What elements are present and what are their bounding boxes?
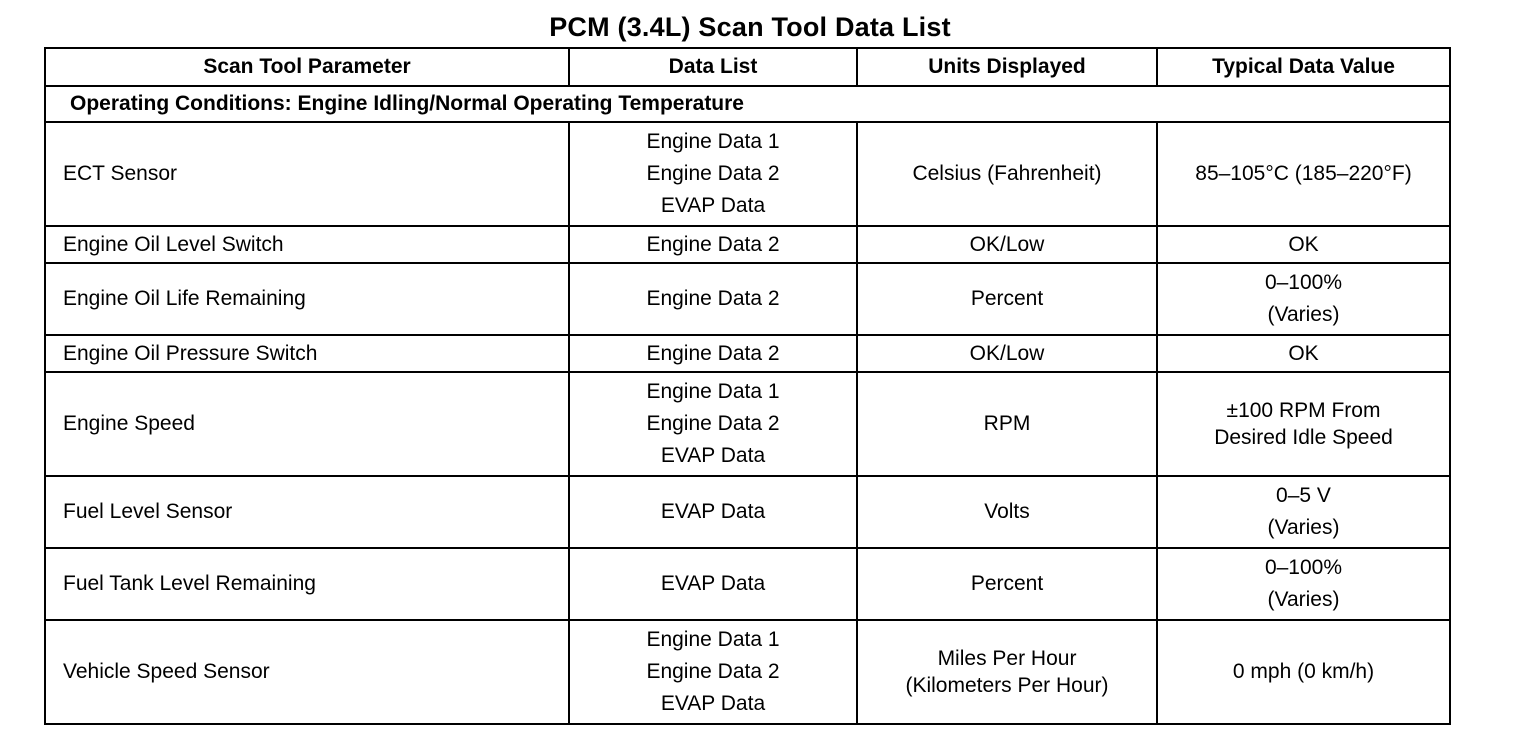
typical-value-cell: [1157, 476, 1450, 548]
typical-value-cell: [1157, 263, 1450, 335]
parameter-cell: Engine Oil Life Remaining: [45, 263, 569, 335]
table-row: [45, 263, 1450, 335]
units-line: (Kilometers Per Hour): [905, 674, 1109, 697]
parameter-cell: Engine Speed: [45, 372, 569, 476]
units-cell: [857, 620, 1157, 724]
table-row: [45, 476, 1450, 548]
units-cell: Percent: [857, 263, 1157, 335]
table-row: [45, 548, 1450, 620]
data-list-line: Engine Data 2: [646, 660, 780, 683]
units-cell: Percent: [857, 548, 1157, 620]
parameter-cell: Fuel Tank Level Remaining: [45, 548, 569, 620]
units-cell: OK/Low: [857, 335, 1157, 372]
typical-value-cell: [1157, 372, 1450, 476]
header-typical-data-value: Typical Data Value: [1157, 48, 1450, 86]
document-title: PCM (3.4L) Scan Tool Data List: [549, 12, 951, 42]
data-list-cell: [569, 620, 857, 724]
parameter-cell: Engine Oil Pressure Switch: [45, 335, 569, 372]
scan-tool-data-table: [44, 47, 1451, 725]
units-cell: Volts: [857, 476, 1157, 548]
operating-conditions: Operating Conditions: Engine Idling/Normal Operating Temperature: [45, 86, 1450, 122]
data-list-line: EVAP Data: [660, 194, 766, 217]
table-row: [45, 372, 1450, 476]
table-header-row: [45, 48, 1450, 86]
typical-value-cell: 0 mph (0 km/h): [1157, 620, 1450, 724]
typical-value-line: (Varies): [1267, 516, 1340, 539]
data-list-cell: EVAP Data: [569, 548, 857, 620]
typical-value-line: ±100 RPM From: [1226, 399, 1381, 422]
typical-value-line: (Varies): [1267, 303, 1340, 326]
typical-value-cell: 85–105°C (185–220°F): [1157, 122, 1450, 226]
data-list-line: EVAP Data: [660, 692, 766, 715]
typical-value-line: Desired Idle Speed: [1214, 426, 1393, 449]
table-row: [45, 620, 1450, 724]
table-row: [45, 335, 1450, 372]
typical-value-line: 0–5 V: [1276, 484, 1331, 507]
data-list-cell: [569, 372, 857, 476]
data-list-cell: Engine Data 2: [569, 226, 857, 263]
parameter-cell: Engine Oil Level Switch: [45, 226, 569, 263]
parameter-cell: ECT Sensor: [45, 122, 569, 226]
table-row: [45, 122, 1450, 226]
units-line: Miles Per Hour: [937, 647, 1077, 670]
data-list-line: EVAP Data: [660, 444, 766, 467]
header-data-list: Data List: [569, 48, 857, 86]
units-cell: OK/Low: [857, 226, 1157, 263]
data-list-cell: [569, 122, 857, 226]
operating-conditions-row: [45, 86, 1450, 122]
typical-value-cell: [1157, 548, 1450, 620]
data-list-cell: Engine Data 2: [569, 263, 857, 335]
parameter-cell: Fuel Level Sensor: [45, 476, 569, 548]
units-cell: Celsius (Fahrenheit): [857, 122, 1157, 226]
typical-value-line: 0–100%: [1264, 556, 1343, 579]
data-list-line: Engine Data 1: [646, 130, 780, 153]
data-list-line: Engine Data 2: [646, 162, 780, 185]
units-cell: RPM: [857, 372, 1157, 476]
typical-value-line: (Varies): [1267, 588, 1340, 611]
data-list-line: Engine Data 1: [646, 380, 780, 403]
data-list-line: Engine Data 2: [646, 412, 780, 435]
parameter-cell: Vehicle Speed Sensor: [45, 620, 569, 724]
typical-value-line: 0–100%: [1264, 271, 1343, 294]
typical-value-cell: OK: [1157, 335, 1450, 372]
table-row: [45, 226, 1450, 263]
header-units-displayed: Units Displayed: [857, 48, 1157, 86]
header-scan-tool-parameter: Scan Tool Parameter: [45, 48, 569, 86]
data-list-line: Engine Data 1: [646, 628, 780, 651]
data-list-cell: Engine Data 2: [569, 335, 857, 372]
data-list-cell: EVAP Data: [569, 476, 857, 548]
typical-value-cell: OK: [1157, 226, 1450, 263]
